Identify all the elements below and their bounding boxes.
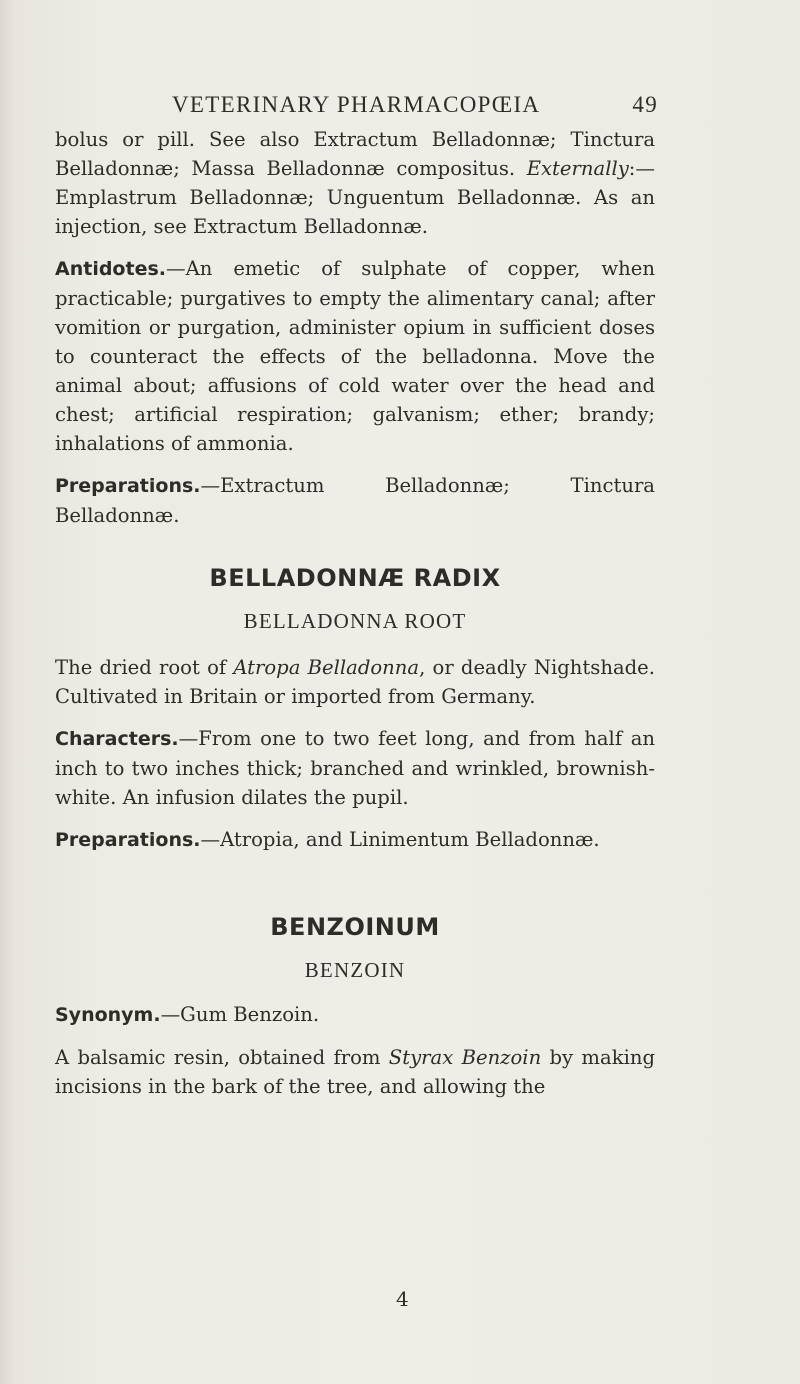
benzoin-desc-italic: Styrax Benzoin <box>388 1046 542 1069</box>
preparations-text: —Extractum Belladonnæ; Tinctura Belladonnæ. <box>55 474 655 527</box>
page-number: 49 <box>632 92 658 117</box>
signature-mark: 4 <box>396 1287 409 1311</box>
antidotes-lead: Antidotes. <box>55 258 166 280</box>
characters-paragraph <box>55 724 655 812</box>
characters-lead: Characters. <box>55 728 179 750</box>
running-header <box>172 92 656 118</box>
characters-text: —From one to two feet long, and from half an inch to two inches thick; branched and wrinkled, brownish-white. An infusion dilates the pupil. <box>55 727 655 809</box>
benzoin-description <box>55 1043 655 1101</box>
synonym-paragraph <box>55 1000 655 1030</box>
intro-text-italic: Externally <box>526 157 629 180</box>
intro-text-2: :— Emplastrum Belladonnæ; Unguentum Belladonnæ. As an injection, see Extractum Belladonnæ. <box>55 157 655 238</box>
intro-text-1: bolus or pill. See also Extractum Belladonnæ; Tinctura Belladonnæ; Massa Belladonnæ compositus. <box>55 128 655 180</box>
running-title: VETERINARY PHARMACOPŒIA <box>172 92 541 117</box>
radix-desc-1: The dried root of <box>55 656 234 679</box>
benzoin-desc-2: by making incisions in the bark of the tree, and allowing the <box>55 1046 655 1098</box>
synonym-lead: Synonym. <box>55 1004 161 1026</box>
page-gutter-shadow <box>0 0 14 1384</box>
section-title-benzoinum: BENZOINUM <box>270 913 440 941</box>
preparations-lead: Preparations. <box>55 475 201 497</box>
intro-paragraph <box>55 125 655 241</box>
radix-desc-italic: Atropa Belladonna <box>233 656 420 679</box>
benzoin-desc-1: A balsamic resin, obtained from <box>55 1046 389 1069</box>
radix-preparations-paragraph <box>55 825 655 855</box>
preparations-paragraph <box>55 471 655 530</box>
radix-preparations-lead: Preparations. <box>55 829 201 851</box>
section-subtitle-benzoin: BENZOIN <box>304 958 406 982</box>
section-title-belladonnae-radix: BELLADONNÆ RADIX <box>209 564 501 592</box>
radix-description <box>55 653 655 711</box>
radix-preparations-text: —Atropia, and Linimentum Belladonnæ. <box>200 828 600 851</box>
section-subtitle-belladonna-root: BELLADONNA ROOT <box>243 609 467 633</box>
radix-desc-2: , or deadly Nightshade. Cultivated in Britain or imported from Germany. <box>55 656 655 708</box>
synonym-text: —Gum Benzoin. <box>160 1003 320 1026</box>
page-body <box>55 125 655 1101</box>
antidotes-paragraph <box>55 254 655 458</box>
antidotes-text: —An emetic of sulphate of copper, when practicable; purgatives to empty the alimentary canal; after vomition or purgation, administer opium in sufficient doses to counteract the effects of the belladonna. Move the animal about; affusions of cold water over the head and chest; artificial respiration; galvanism; ether; brandy; inhalations of ammonia. <box>55 257 655 455</box>
